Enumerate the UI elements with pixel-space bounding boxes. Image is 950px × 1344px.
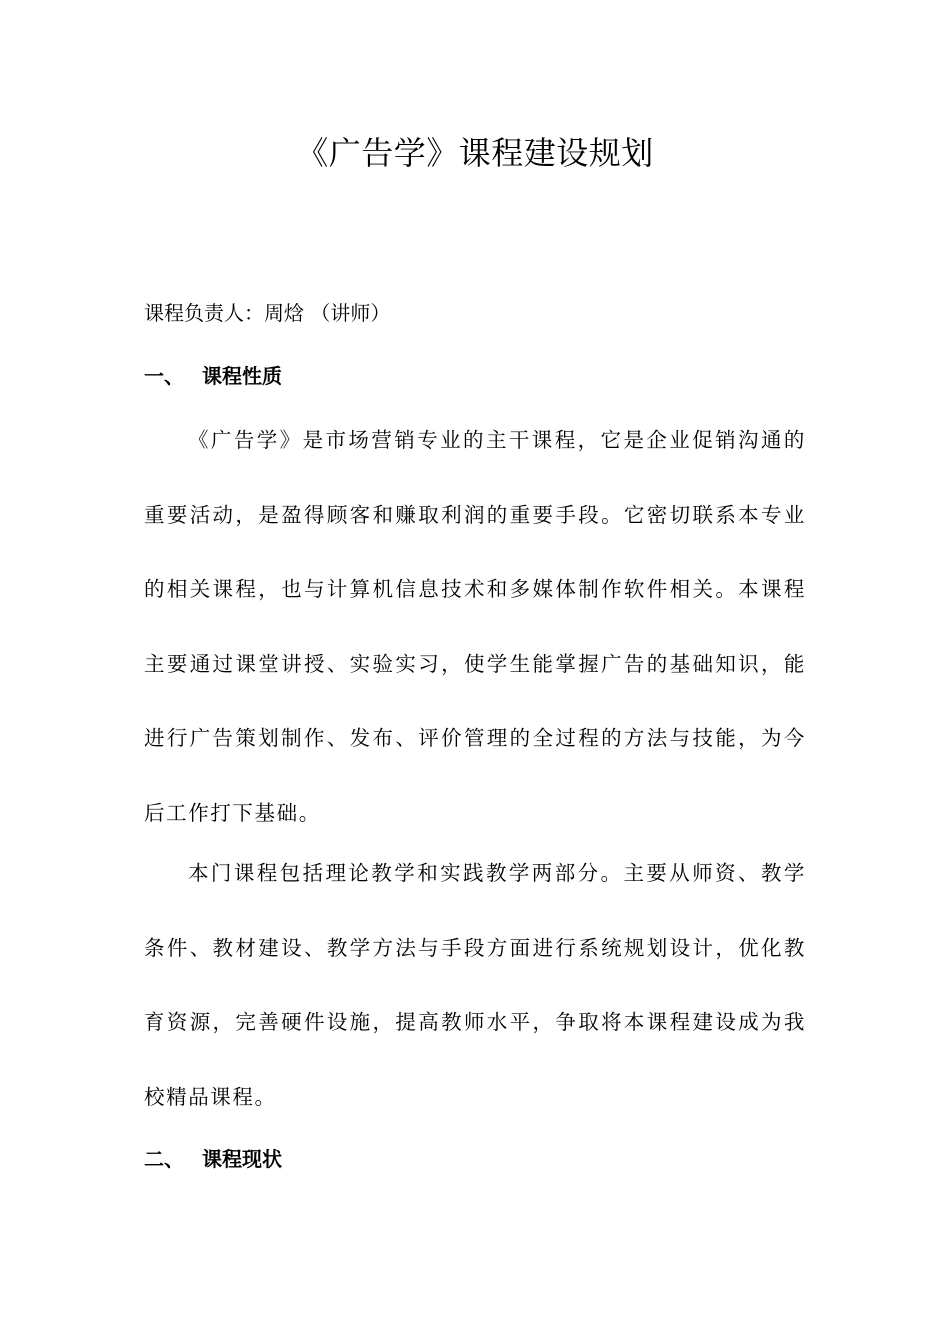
section-heading-status bbox=[144, 1143, 282, 1172]
course-lead-line: 课程负责人：周焓 （讲师） bbox=[144, 301, 391, 325]
section-title: 课程现状 bbox=[202, 1147, 282, 1171]
document-title: 《广告学》课程建设规划 bbox=[296, 134, 654, 172]
section-number: 一、 bbox=[144, 364, 184, 388]
paragraph-course-nature: 《广告学》是市场营销专业的主干课程，它是企业促销沟通的重要活动，是盈得顾客和赚取利润的重要手段。它密切联系本专业的相关课程，也与计算机信息技术和多媒体制作软件相关。本课程主要通过课堂讲授、实验实习，使学生能掌握广告的基础知识，能进行广告策划制作、发布、评价管理的全过程的方法与技能，为今后工作打下基础。 bbox=[144, 428, 806, 825]
section-title: 课程性质 bbox=[202, 364, 282, 388]
section-number: 二、 bbox=[144, 1147, 184, 1171]
section-heading-nature bbox=[144, 360, 282, 389]
paragraph-course-plan: 本门课程包括理论教学和实践教学两部分。主要从师资、教学条件、教材建设、教学方法与手段方面进行系统规划设计，优化教育资源，完善硬件设施，提高教师水平，争取将本课程建设成为我校精品课程。 bbox=[144, 861, 806, 1109]
